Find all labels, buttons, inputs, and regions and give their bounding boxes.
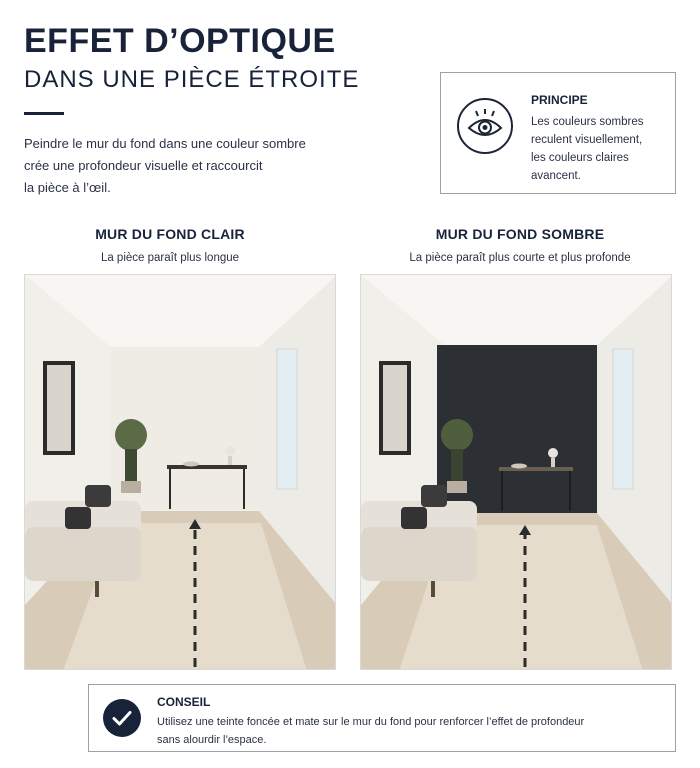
title-divider: [24, 112, 64, 115]
panel-header-light: [13, 226, 327, 264]
principle-line: avancent.: [531, 170, 581, 182]
tip-line: Utilisez une teinte foncée et mate sur le mur du fond pour renforcer l’effet de profondeur: [157, 716, 585, 728]
page-title: EFFET D’OPTIQUE: [24, 22, 336, 60]
page-subtitle: DANS UNE PIÈCE ÉTROITE: [24, 66, 360, 93]
panel-header-dark: [363, 226, 677, 264]
principle-line: Les couleurs sombres: [531, 116, 644, 128]
principle-text: [531, 113, 671, 185]
panel-subtitle-dark: La pièce paraît plus courte et plus profonde: [409, 252, 631, 264]
intro-line: Peindre le mur du fond dans une couleur sombre: [24, 136, 306, 151]
intro-line: crée une profondeur visuelle et raccourcit: [24, 158, 263, 173]
tip-title: CONSEIL: [157, 695, 211, 709]
tip-line: sans alourdir l’espace.: [157, 734, 267, 746]
check-icon: [103, 699, 141, 737]
principle-line: reculent visuellement,: [531, 134, 643, 146]
eye-icon: [457, 98, 513, 154]
intro-text: [24, 133, 364, 199]
room-image-light: [24, 274, 336, 670]
tip-text: [157, 713, 667, 749]
tip-box: [88, 684, 676, 752]
intro-line: la pièce à l’œil.: [24, 180, 111, 195]
room-image-dark: [360, 274, 672, 670]
principle-title: PRINCIPE: [531, 93, 588, 107]
principle-line: les couleurs claires: [531, 152, 629, 164]
principle-box: [440, 72, 676, 194]
panel-subtitle-light: La pièce paraît plus longue: [100, 252, 240, 264]
panel-title-dark: MUR DU FOND SOMBRE: [435, 226, 605, 242]
panel-title-light: MUR DU FOND CLAIR: [95, 226, 245, 242]
